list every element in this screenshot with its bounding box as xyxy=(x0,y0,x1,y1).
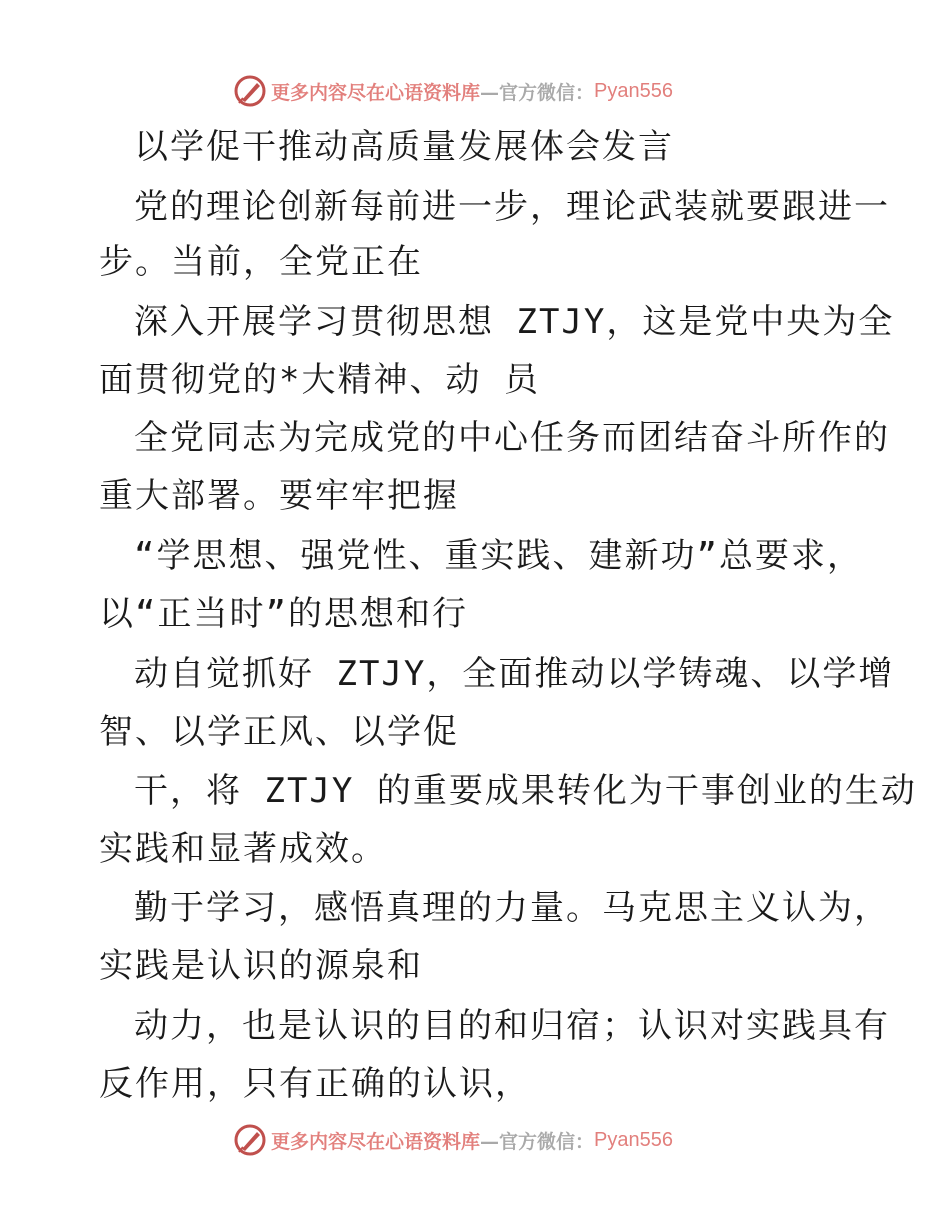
text-line: 全党同志为完成党的中心任务而团结奋斗所作的 xyxy=(134,418,890,458)
quill-logo-icon xyxy=(233,74,267,108)
text-line: 实践和显著成效。 xyxy=(99,829,387,869)
text-line: “学思想、强党性、重实践、建新功”总要求， xyxy=(134,536,863,576)
text-line: 深入开展学习贯彻思想 ZTJY，这是党中央为全 xyxy=(134,302,895,342)
header-banner xyxy=(233,71,673,111)
text-line: 智、以学正风、以学促 xyxy=(99,712,459,752)
text-line: 面贯彻党的*大精神、动 员 xyxy=(99,360,540,400)
banner-separator: —官方微信： xyxy=(480,1130,595,1153)
text-line: 动力，也是认识的目的和归宿；认识对实践具有 xyxy=(134,1006,890,1046)
quill-logo-icon xyxy=(233,1123,267,1157)
banner-separator: —官方微信： xyxy=(480,81,595,104)
text-line: 动自觉抓好 ZTJY，全面推动以学铸魂、以学增 xyxy=(134,654,895,694)
banner-main-text: 更多内容尽在心语资料库 xyxy=(271,81,481,104)
text-line: 干，将 ZTJY 的重要成果转化为干事创业的生动 xyxy=(134,771,917,811)
text-line: 步。当前，全党正在 xyxy=(99,242,423,282)
document-title: 以学促干推动高质量发展体会发言 xyxy=(134,127,674,167)
text-line: 反作用，只有正确的认识， xyxy=(99,1064,531,1104)
text-line: 党的理论创新每前进一步，理论武装就要跟进一 xyxy=(134,187,890,227)
banner-wechat-id: Pyan556 xyxy=(594,1128,673,1151)
banner-wechat-id: Pyan556 xyxy=(594,79,673,102)
banner-main-text: 更多内容尽在心语资料库 xyxy=(271,1130,481,1153)
text-line: 实践是认识的源泉和 xyxy=(99,946,423,986)
text-line: 勤于学习，感悟真理的力量。马克思主义认为， xyxy=(134,888,890,928)
footer-banner xyxy=(233,1120,673,1160)
text-line: 重大部署。要牢牢把握 xyxy=(99,476,459,516)
text-line: 以“正当时”的思想和行 xyxy=(99,594,468,634)
